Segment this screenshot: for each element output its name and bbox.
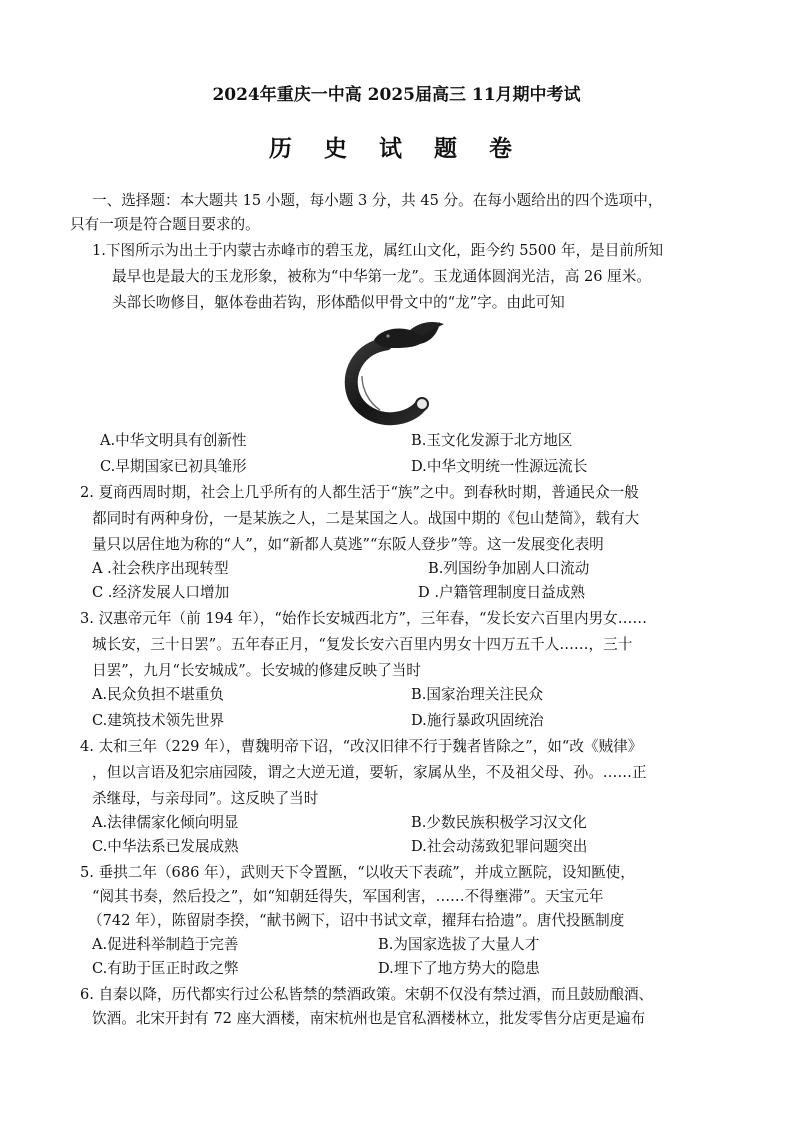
question-5-option-a[interactable]: A.促进科举制趋于完善 [92, 936, 239, 953]
question-3-option-a[interactable]: A.民众负担不堪重负 [92, 686, 224, 703]
question-4-option-c[interactable]: C.中华法系已发展成熟 [92, 838, 239, 855]
question-3-text: 城长安，三十日罢”。五年春正月，“复发长安六百里内男女十四万五千人……，三十 [92, 636, 633, 653]
question-5-option-d[interactable]: D.埋下了地方势大的隐患 [378, 960, 540, 977]
question-2-text: 量只以居住地为称的“人”，如“新都人莫逃”“东阪人登步”等。这一发展变化表明 [92, 536, 604, 553]
question-3-option-c[interactable]: C.建筑技术领先世界 [92, 712, 225, 729]
question-1-text: 头部长吻修目，躯体卷曲若钩，形体酷似甲骨文中的“龙”字。由此可知 [112, 294, 565, 311]
question-1-option-c[interactable]: C.早期国家已初具雏形 [100, 458, 247, 475]
question-5-option-c[interactable]: C.有助于匡正时政之弊 [92, 960, 239, 977]
question-5-option-b[interactable]: B.为国家选拔了大量人才 [378, 936, 540, 953]
question-5-text: 5. 垂拱二年（686 年），武则天下令置匦，“以收天下表疏”，并成立匦院，设知匦使， [80, 864, 635, 881]
question-4-text: 4. 太和三年（229 年），曹魏明帝下诏，“改汉旧律不行于魏者皆除之”，如“改《贼律》 [80, 738, 643, 755]
section-instruction-line: 一、选择题：本大题共 15 小题，每小题 3 分，共 45 分。在每小题给出的四个选项中， [92, 192, 663, 209]
question-2-option-c[interactable]: C .经济发展人口增加 [92, 584, 230, 601]
question-6-text: 饮酒。北宋开封有 72 座大酒楼，南宋杭州也是官私酒楼林立，批发零售分店更是遍布 [92, 1010, 646, 1027]
question-5-text: （742 年），陈留尉李揆，“献书阙下，诏中书试文章，擢拜右拾遗”。唐代投匦制度 [88, 912, 625, 929]
question-2-option-b[interactable]: B.列国纷争加剧人口流动 [428, 560, 590, 577]
question-2-text: 都同时有两种身份，一是某族之人，二是某国之人。战国中期的《包山楚简》，载有大 [92, 510, 640, 527]
subject-title: 历 史 试 题 卷 [268, 135, 525, 162]
question-3-text: 3. 汉惠帝元年（前 194 年），“始作长安城西北方”，三年春，“发长安六百里内男女…… [80, 610, 647, 627]
jade-dragon-image [340, 318, 450, 426]
question-2-text: 2. 夏商西周时期，社会上几乎所有的人都生活于“族”之中。到春秋时期，普通民众一般 [80, 484, 639, 501]
question-4-option-b[interactable]: B.少数民族积极学习汉文化 [411, 814, 587, 831]
section-instruction-line: 只有一项是符合题目要求的。 [70, 216, 260, 233]
question-2-option-a[interactable]: A .社会秩序出现转型 [92, 560, 229, 577]
question-1-option-d[interactable]: D.中华文明统一性源远流长 [411, 458, 588, 475]
question-4-text: 杀继母，与亲母同”。这反映了当时 [92, 790, 319, 807]
question-1-option-a[interactable]: A.中华文明具有创新性 [100, 432, 247, 449]
question-1-option-b[interactable]: B.玉文化发源于北方地区 [411, 432, 573, 449]
question-3-option-d[interactable]: D.施行暴政巩固统治 [411, 712, 544, 729]
question-3-text: 日罢”，九月“长安城成”。长安城的修建反映了当时 [92, 662, 421, 679]
question-4-text: ，但以言语及犯宗庙园陵，谓之大逆无道，要斩，家属从坐，不及祖父母、孙。……正 [92, 764, 647, 781]
question-1-text: 最早也是最大的玉龙形象，被称为“中华第一龙”。玉龙通体圆润光洁，高 26 厘米。 [112, 268, 651, 285]
question-5-text: “阅其书奏，然后投之”，如“知朝廷得失，军国利害，……不得壅滞”。天宝元年 [92, 888, 604, 905]
exam-title: 2024年重庆一中高 2025届高三 11月期中考试 [212, 85, 581, 105]
question-6-text: 6. 自秦以降，历代都实行过公私皆禁的禁酒政策。宋朝不仅没有禁过酒，而且鼓励酿酒、 [80, 986, 654, 1003]
question-2-option-d[interactable]: D .户籍管理制度日益成熟 [418, 584, 585, 601]
question-1-text: 1.下图所示为出土于内蒙古赤峰市的碧玉龙，属红山文化，距今约 5500 年，是目前所知 [92, 242, 664, 259]
question-4-option-a[interactable]: A.法律儒家化倾向明显 [92, 814, 239, 831]
question-3-option-b[interactable]: B.国家治理关注民众 [411, 686, 544, 703]
question-4-option-d[interactable]: D.社会动荡致犯罪问题突出 [411, 838, 588, 855]
